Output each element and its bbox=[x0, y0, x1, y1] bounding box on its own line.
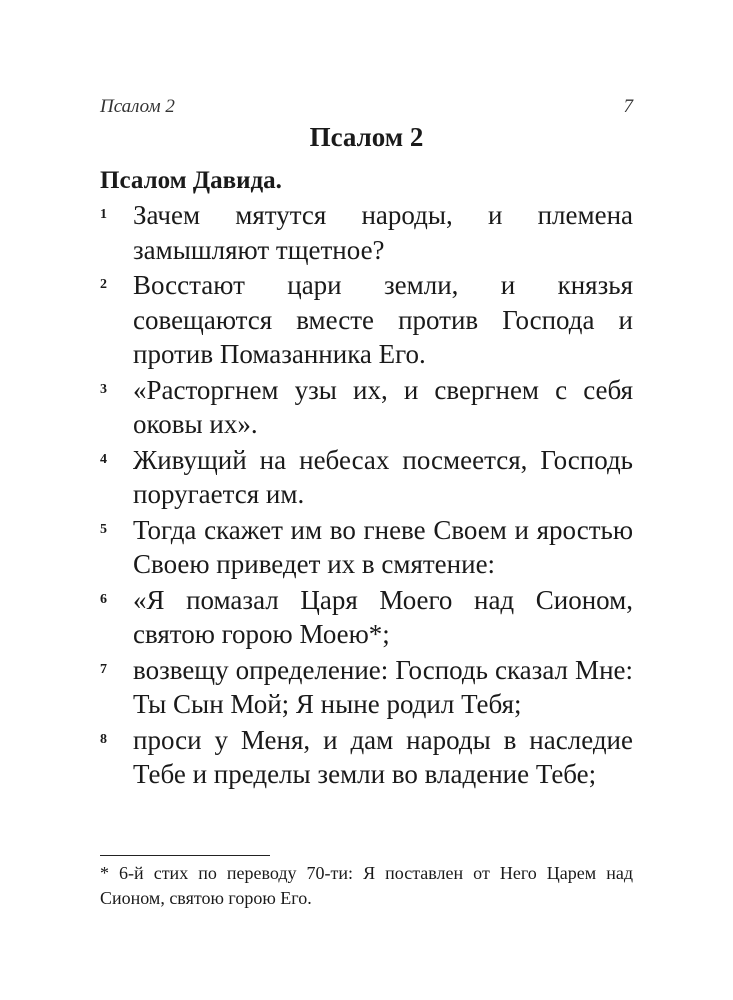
verse-number: 4 bbox=[100, 451, 107, 467]
verse-number: 7 bbox=[100, 661, 107, 677]
verse-text: возвещу определение: Господь сказал Мне: Ты Сын Мой; Я ныне родил Тебя; bbox=[133, 654, 633, 719]
verse bbox=[100, 653, 633, 722]
running-head bbox=[100, 96, 633, 122]
psalm-superscription: Псалом Давида. bbox=[100, 167, 282, 194]
footnote: * 6-й стих по переводу 70-ти: Я поставлен от Него Царем над Сионом, святою горою Его. bbox=[100, 863, 633, 908]
verse-text: Восстают цари земли, и князья совещаются вместе против Господа и против Помазанника Его. bbox=[133, 270, 633, 369]
page-number: 7 bbox=[623, 96, 633, 117]
verse bbox=[100, 513, 633, 582]
verse-text: Зачем мятутся народы, и племена замышляют тщетное? bbox=[133, 200, 633, 265]
verse-text: проси у Меня, и дам народы в наследие Тебе и пределы земли во владение Тебе; bbox=[133, 724, 633, 789]
verse-text: «Я помазал Царя Моего над Сионом, святою горою Моею*; bbox=[133, 584, 633, 649]
verse-number: 8 bbox=[100, 731, 107, 747]
verse bbox=[100, 583, 633, 652]
verse-text: Живущий на небесах посмеется, Господь поругается им. bbox=[133, 444, 633, 509]
verse-number: 1 bbox=[100, 207, 107, 222]
verse-number: 6 bbox=[100, 591, 107, 607]
verse-text: Тогда скажет им во гневе Своем и яростью Своею приведет их в смятение: bbox=[133, 514, 633, 579]
verse-list bbox=[100, 198, 633, 793]
verse-text: «Расторгнем узы их, и свергнем с себя оковы их». bbox=[133, 374, 633, 439]
verse-number: 3 bbox=[100, 381, 107, 397]
verse bbox=[100, 268, 633, 372]
footnote-divider bbox=[100, 855, 270, 856]
verse bbox=[100, 373, 633, 442]
running-head-title: Псалом 2 bbox=[100, 96, 175, 117]
verse-number: 2 bbox=[100, 277, 107, 292]
verse bbox=[100, 198, 633, 267]
verse bbox=[100, 443, 633, 512]
psalm-title: Псалом 2 bbox=[309, 122, 424, 152]
verse-number: 5 bbox=[100, 521, 107, 537]
verse bbox=[100, 723, 633, 792]
